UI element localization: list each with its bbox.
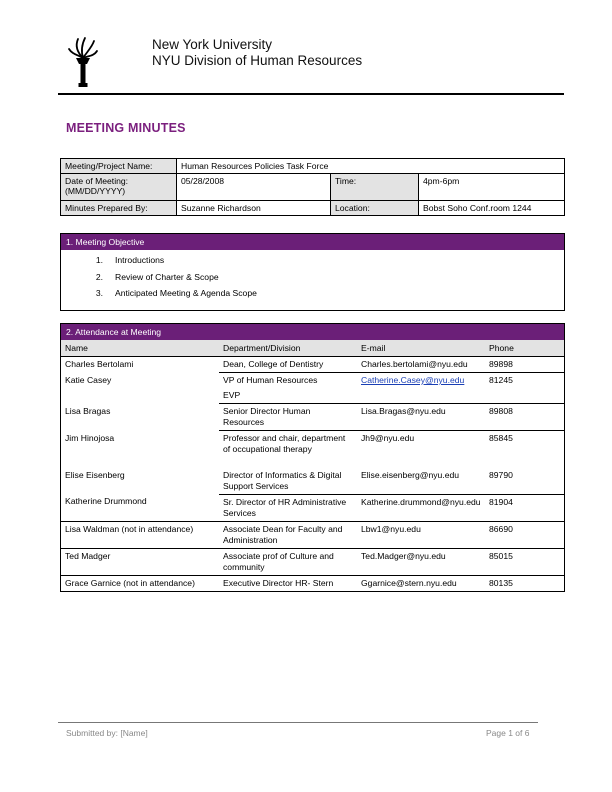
objective-list (61, 250, 564, 310)
list-item (61, 271, 564, 288)
attendee-email: Elise.eisenberg@nyu.edu (357, 468, 485, 495)
date-label-line2: (MM/DD/YYYY) (65, 186, 126, 196)
attendee-name: Jim Hinojosa (65, 432, 115, 443)
page-number: Page 1 of 6 (486, 728, 530, 738)
column-header-department: Department/Division (219, 340, 357, 357)
attendee-department: Senior Director Human Resources (219, 404, 357, 431)
date-value[interactable]: 05/28/2008 (177, 174, 331, 201)
attendee-email: Charles.bertolami@nyu.edu (357, 357, 485, 373)
column-header-name: Name (61, 340, 219, 357)
submitted-by: Submitted by: [Name] (66, 728, 148, 738)
attendee-phone: 81904 (485, 494, 564, 521)
list-item-text: Anticipated Meeting & Agenda Scope (115, 288, 257, 298)
attendee-name: Katie Casey (65, 374, 112, 385)
table-row (61, 404, 564, 431)
table-row (61, 388, 564, 404)
list-item-text: Review of Charter & Scope (115, 271, 219, 282)
meeting-objective-heading: 1. Meeting Objective (61, 234, 564, 250)
attendee-department: Associate Dean for Faculty and Administration (219, 521, 357, 548)
attendance-heading: 2. Attendance at Meeting (61, 324, 564, 340)
attendee-phone: 80135 (489, 577, 513, 588)
table-row (61, 575, 564, 591)
time-value[interactable]: 4pm-6pm (419, 174, 565, 201)
attendee-name: Grace Garnice (not in attendance) (65, 577, 195, 588)
meeting-objective-section (60, 233, 565, 311)
footer-divider (58, 722, 538, 723)
prepared-location-row (61, 201, 565, 216)
attendee-phone: 86690 (485, 521, 564, 548)
table-row (61, 494, 564, 521)
attendee-phone: 81245 (489, 375, 513, 385)
meeting-name-row (61, 159, 565, 174)
table-row (61, 521, 564, 548)
date-label-line1: Date of Meeting: (65, 176, 129, 186)
attendee-phone: 89790 (485, 468, 564, 495)
prepared-by-value[interactable]: Suzanne Richardson (177, 201, 331, 216)
list-item-number: 3. (95, 288, 103, 298)
attendee-phone: 89808 (485, 404, 564, 431)
attendee-email: Lisa.Bragas@nyu.edu (357, 404, 485, 431)
list-item (61, 254, 564, 271)
list-item-number: 1. (95, 255, 103, 265)
location-label: Location: (331, 201, 419, 216)
attendee-email: Jh9@nyu.edu (361, 433, 415, 443)
attendee-phone: 85015 (485, 548, 564, 575)
list-item-number: 2. (95, 271, 103, 282)
attendee-phone: 89898 (485, 357, 564, 373)
time-label: Time: (331, 174, 419, 201)
attendee-name (61, 388, 219, 404)
attendee-email: Ted.Madger@nyu.edu (357, 548, 485, 575)
table-row (61, 431, 564, 468)
attendee-department: Sr. Director of HR Administrative Services (219, 494, 357, 521)
column-header-email: E-mail (357, 340, 485, 357)
date-label (61, 174, 177, 201)
attendance-header-row (61, 340, 564, 357)
org-line-1: New York University (152, 37, 273, 52)
meeting-name-label: Meeting/Project Name: (61, 159, 177, 174)
attendance-section (60, 323, 565, 592)
attendee-email: Katherine.drummond@nyu.edu (357, 494, 485, 521)
attendee-department: Executive Director HR- Stern (223, 577, 334, 588)
prepared-by-label: Minutes Prepared By: (61, 201, 177, 216)
attendee-email: Lbw1@nyu.edu (357, 521, 485, 548)
table-row (61, 357, 564, 373)
list-item (61, 287, 564, 304)
attendee-name: Ted Madger (61, 548, 219, 575)
attendee-department: Director of Informatics & Digital Support Services (219, 468, 357, 495)
attendee-name: Elise Eisenberg (65, 469, 125, 480)
torch-logo-icon (66, 36, 100, 90)
column-header-phone: Phone (485, 340, 564, 357)
attendee-phone (485, 388, 564, 404)
attendee-email (357, 373, 485, 389)
table-row (61, 468, 564, 495)
location-value[interactable]: Bobst Soho Conf.room 1244 (419, 201, 565, 216)
attendee-name: Lisa Waldman (not in attendance) (61, 521, 219, 548)
list-item-text: Introductions (115, 255, 165, 265)
meeting-name-value[interactable]: Human Resources Policies Task Force (177, 159, 565, 174)
attendee-email: Ggarnice@stern.nyu.edu (361, 577, 457, 588)
attendee-email (357, 388, 485, 404)
attendee-department: EVP (219, 388, 357, 404)
attendee-name: Charles Bertolami (65, 359, 134, 369)
header-divider (58, 93, 564, 95)
attendee-department: Professor and chair, department of occupational therapy (223, 433, 346, 454)
email-link[interactable]: Catherine.Casey@nyu.edu (361, 375, 465, 385)
table-row (61, 373, 564, 389)
attendee-name: Lisa Bragas (65, 405, 111, 416)
document-title: MEETING MINUTES (66, 121, 186, 135)
org-line-2: NYU Division of Human Resources (152, 53, 363, 68)
attendee-department: Dean, College of Dentistry (219, 357, 357, 373)
organization-name (152, 37, 362, 69)
table-row (61, 548, 564, 575)
date-time-row (61, 174, 565, 201)
attendee-department: VP of Human Resources (223, 375, 318, 385)
meeting-info-table (60, 158, 565, 216)
attendee-department: Associate prof of Culture and community (219, 548, 357, 575)
attendee-name: Katherine Drummond (61, 494, 219, 521)
attendance-table (61, 340, 564, 591)
attendee-phone: 85845 (489, 433, 513, 443)
